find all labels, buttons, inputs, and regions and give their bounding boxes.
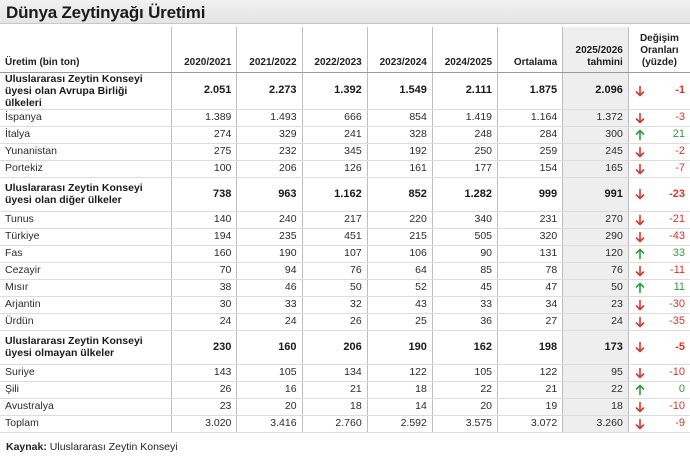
arrow-down-icon [634,163,646,175]
arrow-up-icon [634,282,646,294]
table-row [0,364,690,381]
cell-2020-2021: 160 [172,245,237,262]
change-value: -43 [669,230,685,242]
group-row [0,177,690,211]
cell-average: 1.875 [498,72,563,109]
table-row [0,262,690,279]
cell-2021-2022: 160 [237,330,302,364]
cell-2022-2023: 2.760 [302,415,367,432]
cell-change [628,313,690,330]
source-label: Kaynak: [6,441,47,453]
cell-2022-2023: 18 [302,398,367,415]
row-label: Şili [0,381,172,398]
row-label: Cezayir [0,262,172,279]
cell-2023-2024: 14 [367,398,432,415]
cell-2020-2021: 30 [172,296,237,313]
cell-2024-2025: 105 [432,364,497,381]
cell-2021-2022: 206 [237,160,302,177]
cell-2024-2025: 90 [432,245,497,262]
cell-2024-2025: 1.419 [432,109,497,126]
change-value: -23 [669,187,685,200]
change-value: -9 [675,417,685,429]
cell-2020-2021: 1.389 [172,109,237,126]
column-header-2022-2023: 2022/2023 [302,27,367,72]
table-row [0,109,690,126]
cell-change [628,364,690,381]
change-value: -2 [675,145,685,157]
arrow-down-icon [634,265,646,277]
cell-2023-2024: 122 [367,364,432,381]
cell-2024-2025: 505 [432,228,497,245]
row-label: Portekiz [0,160,172,177]
arrow-up-icon [634,248,646,260]
row-label: Türkiye [0,228,172,245]
cell-2025-2026-estimate: 22 [563,381,629,398]
cell-average: 34 [498,296,563,313]
cell-2020-2021: 100 [172,160,237,177]
cell-change [628,245,690,262]
cell-2025-2026-estimate: 76 [563,262,629,279]
cell-2021-2022: 16 [237,381,302,398]
table-row [0,228,690,245]
title-bar [0,0,690,24]
arrow-down-icon [634,146,646,158]
cell-2022-2023: 217 [302,211,367,228]
cell-average: 3.072 [498,415,563,432]
cell-2020-2021: 143 [172,364,237,381]
cell-2020-2021: 274 [172,126,237,143]
row-label: İtalya [0,126,172,143]
cell-2025-2026-estimate: 95 [563,364,629,381]
cell-average: 131 [498,245,563,262]
cell-2024-2025: 3.575 [432,415,497,432]
cell-2023-2024: 25 [367,313,432,330]
cell-2024-2025: 2.111 [432,72,497,109]
cell-2024-2025: 162 [432,330,497,364]
cell-2025-2026-estimate: 300 [563,126,629,143]
row-label: İspanya [0,109,172,126]
arrow-down-icon [634,231,646,243]
cell-2023-2024: 2.592 [367,415,432,432]
column-header-2025-2026-estimate: 2025/2026 tahmini [563,27,629,72]
cell-2024-2025: 250 [432,143,497,160]
change-value: 33 [672,247,685,259]
cell-2023-2024: 854 [367,109,432,126]
row-label: Mısır [0,279,172,296]
cell-change [628,330,690,364]
cell-2025-2026-estimate: 2.096 [563,72,629,109]
cell-average: 154 [498,160,563,177]
cell-2021-2022: 24 [237,313,302,330]
cell-2023-2024: 1.549 [367,72,432,109]
cell-2023-2024: 852 [367,177,432,211]
cell-2024-2025: 22 [432,381,497,398]
arrow-up-icon [634,129,646,141]
cell-2022-2023: 21 [302,381,367,398]
column-header-change: Değişim Oranları (yüzde) [628,27,690,72]
cell-2021-2022: 2.273 [237,72,302,109]
cell-2024-2025: 33 [432,296,497,313]
cell-2023-2024: 52 [367,279,432,296]
change-value: -10 [669,366,685,378]
source-note [6,441,178,453]
row-label: Uluslararası Zeytin Konseyi üyesi olmayan ülkeler [0,330,172,364]
cell-2022-2023: 134 [302,364,367,381]
cell-2022-2023: 126 [302,160,367,177]
column-header-2023-2024: 2023/2024 [367,27,432,72]
cell-2020-2021: 738 [172,177,237,211]
change-value: -35 [669,315,685,327]
change-value: -21 [669,213,685,225]
cell-2020-2021: 275 [172,143,237,160]
cell-2021-2022: 963 [237,177,302,211]
cell-2023-2024: 64 [367,262,432,279]
cell-2023-2024: 220 [367,211,432,228]
cell-2023-2024: 161 [367,160,432,177]
row-label: Yunanistan [0,143,172,160]
column-header-2021-2022: 2021/2022 [237,27,302,72]
cell-average: 19 [498,398,563,415]
cell-2025-2026-estimate: 1.372 [563,109,629,126]
cell-2024-2025: 36 [432,313,497,330]
change-value: -7 [675,162,685,174]
cell-change [628,72,690,109]
change-value: -10 [669,400,685,412]
cell-2021-2022: 1.493 [237,109,302,126]
cell-2022-2023: 451 [302,228,367,245]
table-row [0,313,690,330]
cell-2023-2024: 190 [367,330,432,364]
cell-2023-2024: 106 [367,245,432,262]
cell-2024-2025: 20 [432,398,497,415]
cell-2021-2022: 3.416 [237,415,302,432]
cell-2022-2023: 32 [302,296,367,313]
cell-2022-2023: 241 [302,126,367,143]
cell-average: 1.164 [498,109,563,126]
cell-2022-2023: 345 [302,143,367,160]
arrow-down-icon [634,316,646,328]
row-label: Fas [0,245,172,262]
cell-2025-2026-estimate: 173 [563,330,629,364]
cell-change [628,262,690,279]
cell-2022-2023: 107 [302,245,367,262]
cell-change [628,177,690,211]
change-value: 21 [672,128,685,140]
cell-2025-2026-estimate: 24 [563,313,629,330]
cell-change [628,381,690,398]
change-value: -3 [675,111,685,123]
cell-2021-2022: 94 [237,262,302,279]
cell-2020-2021: 2.051 [172,72,237,109]
cell-average: 21 [498,381,563,398]
table-row [0,160,690,177]
cell-2023-2024: 215 [367,228,432,245]
cell-2025-2026-estimate: 120 [563,245,629,262]
cell-2021-2022: 33 [237,296,302,313]
cell-2025-2026-estimate: 991 [563,177,629,211]
change-value: 0 [678,383,685,395]
arrow-down-icon [634,299,646,311]
cell-2023-2024: 43 [367,296,432,313]
cell-2025-2026-estimate: 245 [563,143,629,160]
cell-2021-2022: 329 [237,126,302,143]
cell-2021-2022: 232 [237,143,302,160]
cell-2023-2024: 192 [367,143,432,160]
row-label: Toplam [0,415,172,432]
column-header-average: Ortalama [498,27,563,72]
arrow-down-icon [634,418,646,430]
cell-2021-2022: 20 [237,398,302,415]
cell-2021-2022: 190 [237,245,302,262]
cell-2020-2021: 230 [172,330,237,364]
row-label: Avustralya [0,398,172,415]
cell-2025-2026-estimate: 18 [563,398,629,415]
cell-average: 999 [498,177,563,211]
cell-2024-2025: 85 [432,262,497,279]
table-row [0,296,690,313]
cell-average: 122 [498,364,563,381]
cell-2020-2021: 194 [172,228,237,245]
change-value: -30 [669,298,685,310]
cell-2025-2026-estimate: 50 [563,279,629,296]
cell-average: 27 [498,313,563,330]
cell-change [628,296,690,313]
cell-change [628,109,690,126]
cell-2020-2021: 38 [172,279,237,296]
table-row [0,211,690,228]
cell-2024-2025: 340 [432,211,497,228]
cell-2025-2026-estimate: 270 [563,211,629,228]
cell-change [628,126,690,143]
cell-2025-2026-estimate: 23 [563,296,629,313]
arrow-down-icon [634,188,646,200]
cell-2022-2023: 206 [302,330,367,364]
cell-2020-2021: 3.020 [172,415,237,432]
arrow-down-icon [634,214,646,226]
cell-2022-2023: 1.162 [302,177,367,211]
cell-2022-2023: 50 [302,279,367,296]
cell-2020-2021: 26 [172,381,237,398]
column-header-production: Üretim (bin ton) [0,27,172,72]
arrow-down-icon [634,85,646,97]
arrow-down-icon [634,112,646,124]
table-row [0,415,690,432]
cell-2021-2022: 240 [237,211,302,228]
column-header-2020-2021: 2020/2021 [172,27,237,72]
cell-average: 320 [498,228,563,245]
cell-2020-2021: 140 [172,211,237,228]
row-label: Suriye [0,364,172,381]
cell-average: 259 [498,143,563,160]
table-row [0,398,690,415]
row-label: Arjantin [0,296,172,313]
cell-2024-2025: 248 [432,126,497,143]
cell-2025-2026-estimate: 3.260 [563,415,629,432]
arrow-down-icon [634,367,646,379]
cell-2023-2024: 18 [367,381,432,398]
change-value: -5 [675,340,685,353]
cell-2024-2025: 1.282 [432,177,497,211]
cell-2022-2023: 26 [302,313,367,330]
cell-2021-2022: 235 [237,228,302,245]
cell-2025-2026-estimate: 165 [563,160,629,177]
production-table [0,27,690,433]
cell-2022-2023: 76 [302,262,367,279]
cell-change [628,279,690,296]
row-label: Uluslararası Zeytin Konseyi üyesi olan Avrupa Birliği ülkeleri [0,72,172,109]
cell-average: 78 [498,262,563,279]
cell-2020-2021: 24 [172,313,237,330]
change-value: -1 [675,84,685,96]
cell-change [628,143,690,160]
header-row [0,27,690,72]
cell-2024-2025: 45 [432,279,497,296]
cell-change [628,398,690,415]
cell-change [628,160,690,177]
cell-change [628,211,690,228]
source-text: Uluslararası Zeytin Konseyi [49,441,178,453]
cell-2022-2023: 666 [302,109,367,126]
group-row [0,72,690,109]
cell-average: 47 [498,279,563,296]
cell-2021-2022: 46 [237,279,302,296]
column-header-2024-2025: 2024/2025 [432,27,497,72]
table-row [0,279,690,296]
arrow-down-icon [634,341,646,353]
row-label: Ürdün [0,313,172,330]
cell-change [628,228,690,245]
table-row [0,245,690,262]
arrow-up-icon [634,384,646,396]
cell-2024-2025: 177 [432,160,497,177]
row-label: Uluslararası Zeytin Konseyi üyesi olan diğer ülkeler [0,177,172,211]
change-value: -11 [669,264,685,276]
cell-average: 284 [498,126,563,143]
cell-2020-2021: 23 [172,398,237,415]
cell-average: 198 [498,330,563,364]
table-row [0,381,690,398]
change-value: 11 [673,281,685,293]
cell-2025-2026-estimate: 290 [563,228,629,245]
cell-2022-2023: 1.392 [302,72,367,109]
arrow-down-icon [634,401,646,413]
table-row [0,143,690,160]
table-row [0,126,690,143]
cell-average: 231 [498,211,563,228]
cell-2023-2024: 328 [367,126,432,143]
page-title: Dünya Zeytinyağı Üretimi [6,3,206,22]
cell-change [628,415,690,432]
group-row [0,330,690,364]
cell-2021-2022: 105 [237,364,302,381]
row-label: Tunus [0,211,172,228]
cell-2020-2021: 70 [172,262,237,279]
